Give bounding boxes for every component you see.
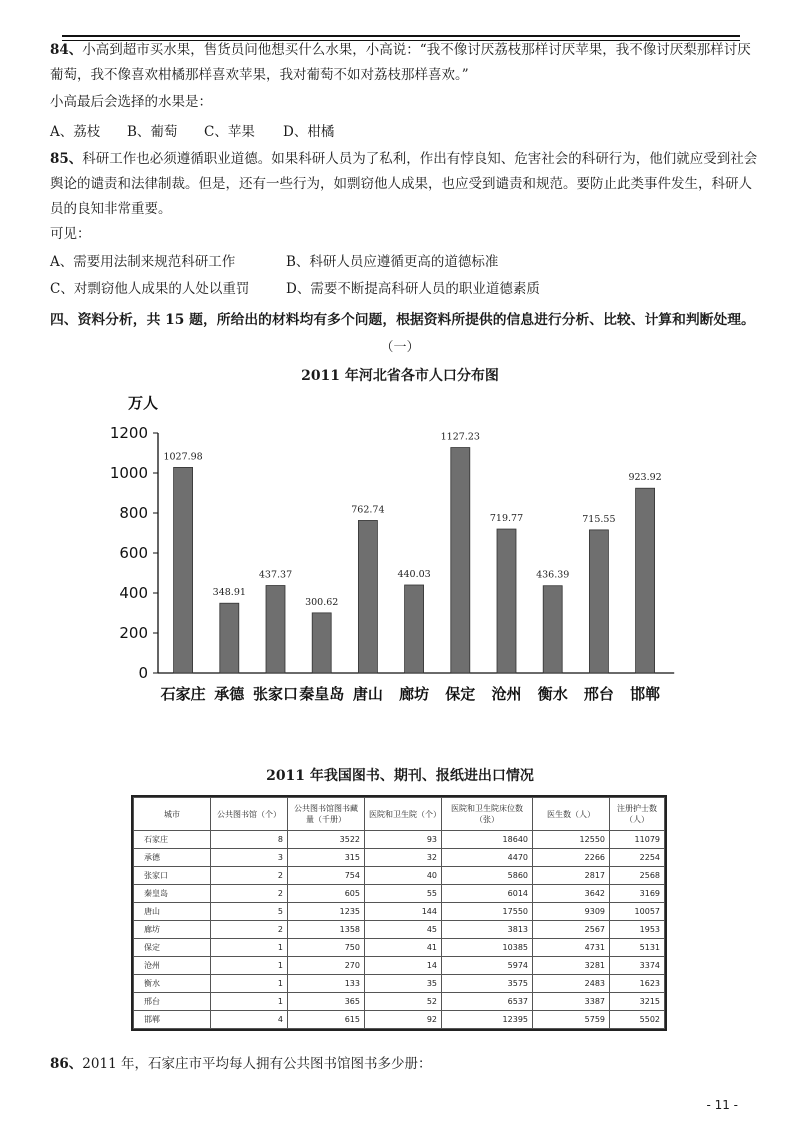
bar-value-label: 1027.98: [163, 451, 203, 463]
cell-doctors: 2817: [533, 867, 610, 885]
cell-hospital-beds: 5860: [442, 867, 533, 885]
q84-option-a[interactable]: A、荔枝: [50, 124, 101, 140]
cell-hospitals: 92: [365, 1011, 442, 1029]
table-title: 2011 年我国图书、期刊、报纸进出口情况: [266, 768, 534, 784]
cell-city: 唐山: [134, 903, 211, 921]
category-label: 承德: [214, 685, 245, 703]
cell-library-books: 3522: [288, 831, 365, 849]
q84-option-d[interactable]: D、柑橘: [283, 124, 335, 140]
bar-value-label: 300.62: [305, 596, 339, 608]
cell-hospital-beds: 3575: [442, 975, 533, 993]
q85-options-row1: [50, 252, 498, 272]
bar-value-label: 440.03: [397, 568, 431, 580]
cell-hospitals: 41: [365, 939, 442, 957]
cell-libraries: 2: [211, 921, 288, 939]
cell-doctors: 2567: [533, 921, 610, 939]
category-label: 唐山: [352, 685, 383, 703]
cell-doctors: 5759: [533, 1011, 610, 1029]
table-row: [134, 831, 665, 849]
header-doctors: 医生数（人）: [533, 798, 610, 831]
category-label: 张家口: [252, 685, 299, 703]
category-label: 沧州: [491, 685, 522, 703]
cell-city: 张家口: [134, 867, 211, 885]
q84-option-b[interactable]: B、葡萄: [127, 124, 178, 140]
bar: [266, 586, 285, 673]
cell-nurses: 2568: [610, 867, 665, 885]
cell-libraries: 1: [211, 939, 288, 957]
cell-libraries: 5: [211, 903, 288, 921]
cell-nurses: 1623: [610, 975, 665, 993]
cell-libraries: 1: [211, 993, 288, 1011]
q84-number: 84、: [50, 42, 83, 58]
cell-doctors: 2483: [533, 975, 610, 993]
cell-hospital-beds: 18640: [442, 831, 533, 849]
cell-hospital-beds: 12395: [442, 1011, 533, 1029]
y-axis-unit-label: 万人: [128, 394, 159, 412]
cell-library-books: 365: [288, 993, 365, 1011]
bar: [220, 603, 239, 673]
cell-city: 廊坊: [134, 921, 211, 939]
cell-hospital-beds: 10385: [442, 939, 533, 957]
cell-library-books: 133: [288, 975, 365, 993]
cell-hospitals: 45: [365, 921, 442, 939]
table-row: [134, 957, 665, 975]
cell-city: 秦皇岛: [134, 885, 211, 903]
cell-doctors: 12550: [533, 831, 610, 849]
bar-value-label: 436.39: [536, 569, 570, 581]
bar: [451, 448, 470, 673]
section4-subheading: （一）: [380, 340, 420, 355]
cell-hospitals: 52: [365, 993, 442, 1011]
cell-hospitals: 14: [365, 957, 442, 975]
section4-heading: 四、资料分析，共 15 题，所给出的材料均有多个问题，根据资料所提供的信息进行分析、比较、计算和判断处理。: [50, 312, 755, 328]
y-tick-label: 200: [119, 624, 148, 642]
q85-text: [50, 147, 760, 222]
cell-hospital-beds: 5974: [442, 957, 533, 975]
table-row: [134, 867, 665, 885]
table-body: [134, 831, 665, 1029]
cell-library-books: 754: [288, 867, 365, 885]
y-tick-label: 800: [119, 504, 148, 522]
header-libraries: 公共图书馆（个）: [211, 798, 288, 831]
bar: [543, 586, 562, 673]
q85-number: 85、: [50, 151, 83, 167]
table-header-row: [134, 798, 665, 831]
q85-options-row2: [50, 279, 540, 299]
bar-value-label: 762.74: [351, 504, 385, 516]
cell-doctors: 3281: [533, 957, 610, 975]
cell-city: 邯郸: [134, 1011, 211, 1029]
cell-nurses: 3374: [610, 957, 665, 975]
cell-library-books: 1358: [288, 921, 365, 939]
header-hospitals: 医院和卫生院（个）: [365, 798, 442, 831]
cell-nurses: 5502: [610, 1011, 665, 1029]
bar: [174, 467, 193, 673]
table-row: [134, 849, 665, 867]
q86-text: [50, 1052, 760, 1077]
cell-hospital-beds: 3813: [442, 921, 533, 939]
cell-city: 承德: [134, 849, 211, 867]
cell-hospital-beds: 6014: [442, 885, 533, 903]
table-row: [134, 921, 665, 939]
q84-text: [50, 38, 760, 88]
cell-nurses: 1953: [610, 921, 665, 939]
cell-library-books: 1235: [288, 903, 365, 921]
category-label: 衡水: [537, 685, 568, 703]
chart-title: 2011 年河北省各市人口分布图: [301, 368, 499, 384]
cell-hospital-beds: 6537: [442, 993, 533, 1011]
category-label: 邯郸: [630, 685, 661, 703]
bar-value-label: 923.92: [628, 472, 662, 484]
bar: [636, 488, 655, 673]
bar: [497, 529, 516, 673]
cell-city: 衡水: [134, 975, 211, 993]
q86-stem: 2011 年，石家庄市平均每人拥有公共图书馆图书多少册：: [82, 1056, 432, 1072]
cell-libraries: 1: [211, 957, 288, 975]
cell-doctors: 2266: [533, 849, 610, 867]
y-tick-label: 1000: [109, 464, 148, 482]
cell-hospitals: 144: [365, 903, 442, 921]
header-nurses: 注册护士数（人）: [610, 798, 665, 831]
q85-option-d[interactable]: D、需要不断提高科研人员的职业道德素质: [286, 281, 540, 297]
q84-option-c[interactable]: C、苹果: [204, 124, 255, 140]
cell-libraries: 2: [211, 867, 288, 885]
cell-city: 石家庄: [134, 831, 211, 849]
cell-libraries: 3: [211, 849, 288, 867]
header-library-books: 公共图书馆图书藏量（千册）: [288, 798, 365, 831]
cell-doctors: 4731: [533, 939, 610, 957]
cell-nurses: 5131: [610, 939, 665, 957]
bar: [358, 520, 377, 673]
category-label: 廊坊: [399, 685, 430, 703]
bar: [405, 585, 424, 673]
cell-library-books: 750: [288, 939, 365, 957]
bar-value-label: 1127.23: [440, 431, 480, 443]
cell-nurses: 2254: [610, 849, 665, 867]
cell-library-books: 270: [288, 957, 365, 975]
q84-stem: 小高到超市买水果，售货员问他想买什么水果，小高说：“我不像讨厌荔枝那样讨厌苹果，我不像讨厌梨那样讨厌葡萄，我不像喜欢柑橘那样喜欢苹果，我对葡萄不如对荔枝那样喜欢。”: [50, 42, 751, 83]
q85-stem: 科研工作也必须遵循职业道德。如果科研人员为了私利，作出有悖良知、危害社会的科研行为，他们就应受到社会舆论的谴责和法律制裁。但是，还有一些行为，如剽窃他人成果，也应受到谴责和规范。要防止此类事件发生，科研人员的良知非常重要。: [50, 151, 758, 217]
cell-hospitals: 35: [365, 975, 442, 993]
city-statistics-table: [133, 797, 665, 1029]
cell-doctors: 3387: [533, 993, 610, 1011]
y-tick-label: 1200: [109, 424, 148, 442]
q84-prompt: 小高最后会选择的水果是：: [50, 94, 212, 110]
header-city: 城市: [134, 798, 211, 831]
q85-prompt: 可见：: [50, 226, 91, 242]
cell-library-books: 605: [288, 885, 365, 903]
table-row: [134, 1011, 665, 1029]
cell-nurses: 11079: [610, 831, 665, 849]
cell-hospital-beds: 17550: [442, 903, 533, 921]
category-label: 邢台: [583, 685, 614, 703]
table-row: [134, 993, 665, 1011]
cell-nurses: 10057: [610, 903, 665, 921]
cell-hospitals: 93: [365, 831, 442, 849]
cell-library-books: 615: [288, 1011, 365, 1029]
table-row: [134, 903, 665, 921]
cell-hospital-beds: 4470: [442, 849, 533, 867]
q84-options: [50, 122, 334, 142]
cell-hospitals: 32: [365, 849, 442, 867]
header-rule-top: [62, 35, 740, 37]
bar: [589, 530, 608, 673]
cell-libraries: 2: [211, 885, 288, 903]
y-tick-label: 600: [119, 544, 148, 562]
cell-hospitals: 55: [365, 885, 442, 903]
cell-libraries: 8: [211, 831, 288, 849]
q86-number: 86、: [50, 1056, 83, 1072]
cell-libraries: 1: [211, 975, 288, 993]
table-row: [134, 975, 665, 993]
cell-hospitals: 40: [365, 867, 442, 885]
cell-city: 保定: [134, 939, 211, 957]
q85-option-b[interactable]: B、科研人员应遵循更高的道德标准: [286, 254, 499, 270]
category-label: 秦皇岛: [299, 685, 345, 703]
cell-library-books: 315: [288, 849, 365, 867]
category-label: 石家庄: [160, 685, 206, 703]
bar-value-label: 715.55: [582, 513, 616, 525]
y-tick-label: 0: [138, 664, 148, 682]
page-number: - 11 -: [706, 1098, 738, 1112]
table-row: [134, 939, 665, 957]
header-hospital-beds: 医院和卫生院床位数（张）: [442, 798, 533, 831]
q85-option-a[interactable]: A、需要用法制来规范科研工作: [50, 254, 236, 270]
cell-nurses: 3169: [610, 885, 665, 903]
bar-value-label: 719.77: [489, 513, 524, 525]
y-tick-label: 400: [119, 584, 148, 602]
table-row: [134, 885, 665, 903]
q85-option-c[interactable]: C、对剽窃他人成果的人处以重罚: [50, 281, 250, 297]
cell-libraries: 4: [211, 1011, 288, 1029]
cell-city: 沧州: [134, 957, 211, 975]
bar-value-label: 437.37: [258, 569, 293, 581]
cell-city: 邢台: [134, 993, 211, 1011]
bar-value-label: 348.91: [212, 587, 246, 599]
cell-doctors: 9309: [533, 903, 610, 921]
population-bar-chart: [100, 385, 700, 710]
bar: [312, 613, 331, 673]
category-label: 保定: [445, 685, 476, 703]
cell-nurses: 3215: [610, 993, 665, 1011]
cell-doctors: 3642: [533, 885, 610, 903]
